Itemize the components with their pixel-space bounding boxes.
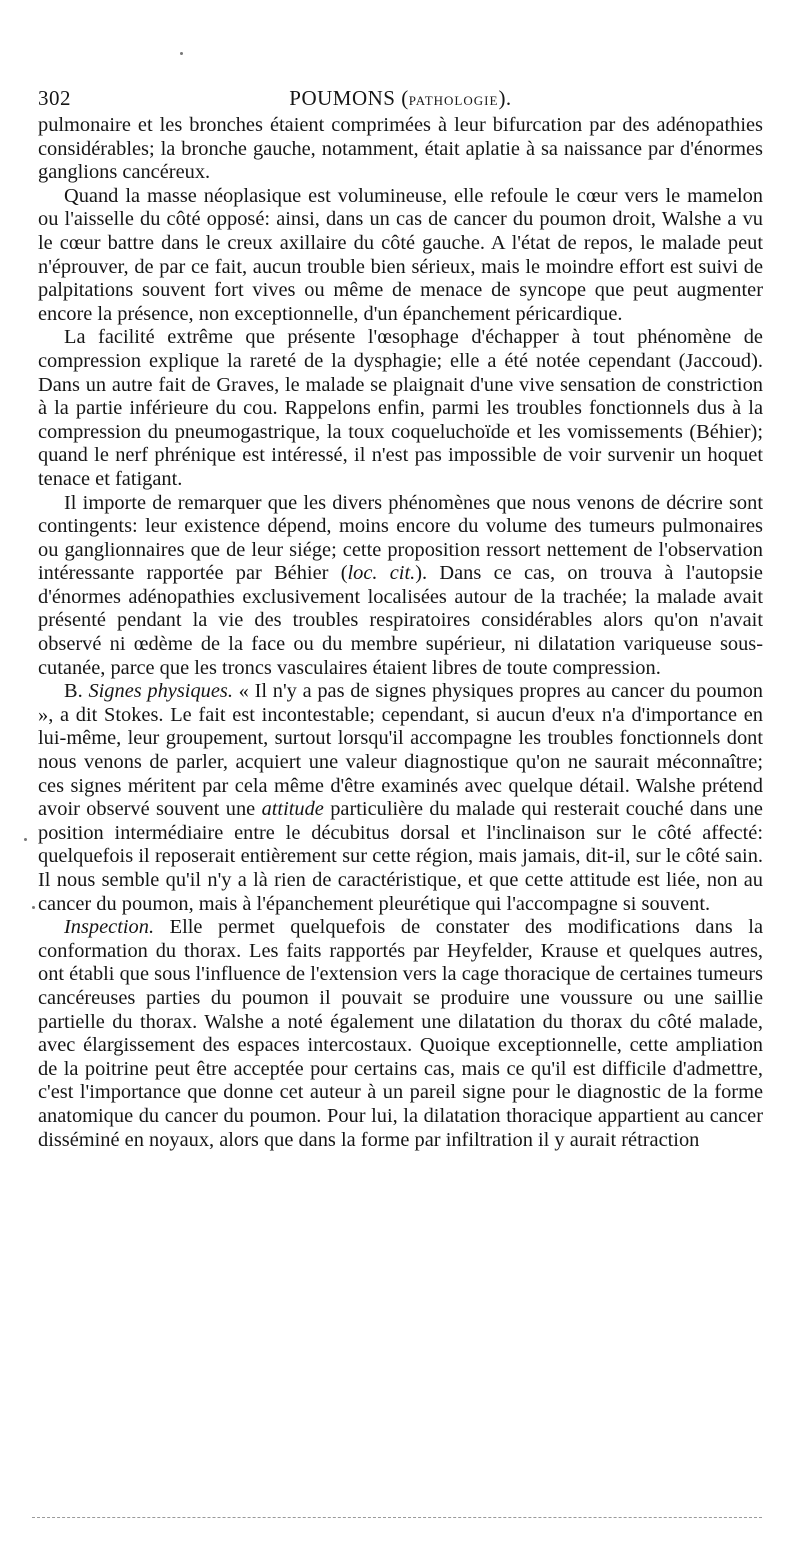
running-title-main: POUMONS ( [289,86,409,110]
paragraph-physical-signs [38,680,763,916]
page-number: 302 [38,86,71,110]
paragraph-text: ). Dans ce cas, on trouva à l'autopsie d'énormes adénopathies exclusivement localisées autour de la trachée; la malade avait présenté pendant la vie des troubles respiratoires considérables alors qu'on n'avait observé ni œdème de la face ou du membre supérieur, ni dilatation variqueuse sous-cutanée, parce que les troncs vasculaires étaient libres de toute compression. [38,562,763,679]
paragraph-text: particulière du malade qui resterait couché dans une position intermédiaire entre le décubitus dorsal et l'inclinaison sur le côté affecté: quelquefois il reposerait entièrement sur cette région, mais jamais, dit-il, sur le côté sain. Il nous semble qu'il n'y a là rien de caractéristique, et que cette attitude est liée, non au cancer du poumon, mais à l'épanchement pleurétique qui l'accompagne si souvent. [38,798,763,915]
paragraph-text: Elle permet quelquefois de constater des modifications dans la conformation du thorax. Les faits rapportés par Heyfelder, Krause et quelques autres, ont établi que sous l'influence de l'extension vers la cage thoracique de certaines tumeurs cancéreuses parties du poumon il pouvait se produire une voussure ou une saillie partielle du thorax. Walshe a noté également une dilatation du thorax du côté malade, avec élargissement des espaces intercostaux. Quoique exceptionnelle, cette ampliation de la poitrine peut être acceptée pour certains cas, mais ce qu'il est difficile d'admettre, c'est l'importance que donne cet auteur à un pareil signe pour le diagnostic de la forme anatomique du cancer du poumon. Pour lui, la dilatation thoracique appartient au cancer disséminé en noyaux, alors que dans la forme par infiltration il y aurait rétraction [38,916,763,1151]
paper-speck [32,906,35,909]
running-header [38,80,763,114]
paragraph-dysphagia [38,326,763,491]
paragraph-continuation [38,114,763,185]
paragraph-inspection [38,916,763,1152]
running-title-subtitle: PATHOLOGIE [408,93,499,108]
citation-italic: loc. cit. [347,562,416,585]
paper-speck [24,838,27,841]
section-letter: B. [64,680,83,703]
running-title [38,86,763,111]
paragraph-text: Quand la masse néoplasique est volumineuse, elle refoule le cœur vers le mamelon ou l'aisselle du côté opposé: ainsi, dans un cas de cancer du poumon droit, Walshe a vu le cœur battre dans le creux axillaire du côté gauche. A l'état de repos, le malade peut n'éprouver, de par ce fait, aucun trouble bien sérieux, mais le moindre effort est suivi de palpitations souvent fort vives ou même de menace de syncope que peut augmenter encore la présence, non exceptionnelle, d'un épanchement péricardique. [38,184,763,325]
body-text [38,114,763,1152]
paragraph-contingent-phenomena [38,492,763,681]
paragraph-text: Il importe de remarquer que les divers phénomènes que nous venons de décrire sont contingents: leur existence dépend, moins encore du volume des tumeurs pulmonaires ou ganglionnaires que de leur siége; cette proposition ressort nettement de l'observation intéressante rapportée par Béhier ( [38,491,763,585]
paragraph-heart-displacement [38,185,763,327]
paragraph-text: pulmonaire et les bronches étaient comprimées à leur bifurcation par des adénopathies considérables; la bronche gauche, notamment, était aplatie à sa naissance par d'énormes ganglions cancéreux. [38,114,763,184]
book-page [38,80,763,1152]
paragraph-text: La facilité extrême que présente l'œsophage d'échapper à tout phénomène de compression explique la rareté de la dysphagie; elle a été notée cependant (Jaccoud). Dans un autre fait de Graves, le malade se plaignait d'une vive sensation de constriction à la partie inférieure du cou. Rappelons enfin, parmi les troubles fonctionnels dus à la compression du pneumogastrique, la toux coqueluchoïde et les vomissements (Béhier); quand le nerf phrénique est intéressé, il n'est pas impossible de voir survenir un hoquet tenace et fatigant. [38,326,763,490]
term-italic: attitude [261,798,324,821]
footer-rule [32,1517,762,1518]
paragraph-text: « Il n'y a pas de signes physiques propres au cancer du poumon », a dit Stokes. Le fait est incontestable; cependant, si aucun d'eux n'a d'importance en lui-même, leur groupement, surtout lorsqu'il accompagne les troubles fonctionnels dont nous venons de parler, acquiert une valeur diagnostique qu'on ne saurait méconnaître; ces signes méritent par cela même d'être examinés avec quelque détail. Walshe prétend avoir observé souvent une [38,680,763,821]
section-heading-italic: Signes physiques. [88,680,233,703]
section-heading-italic: Inspection. [64,916,155,939]
paper-speck [180,52,183,55]
running-title-end: ). [498,86,512,110]
